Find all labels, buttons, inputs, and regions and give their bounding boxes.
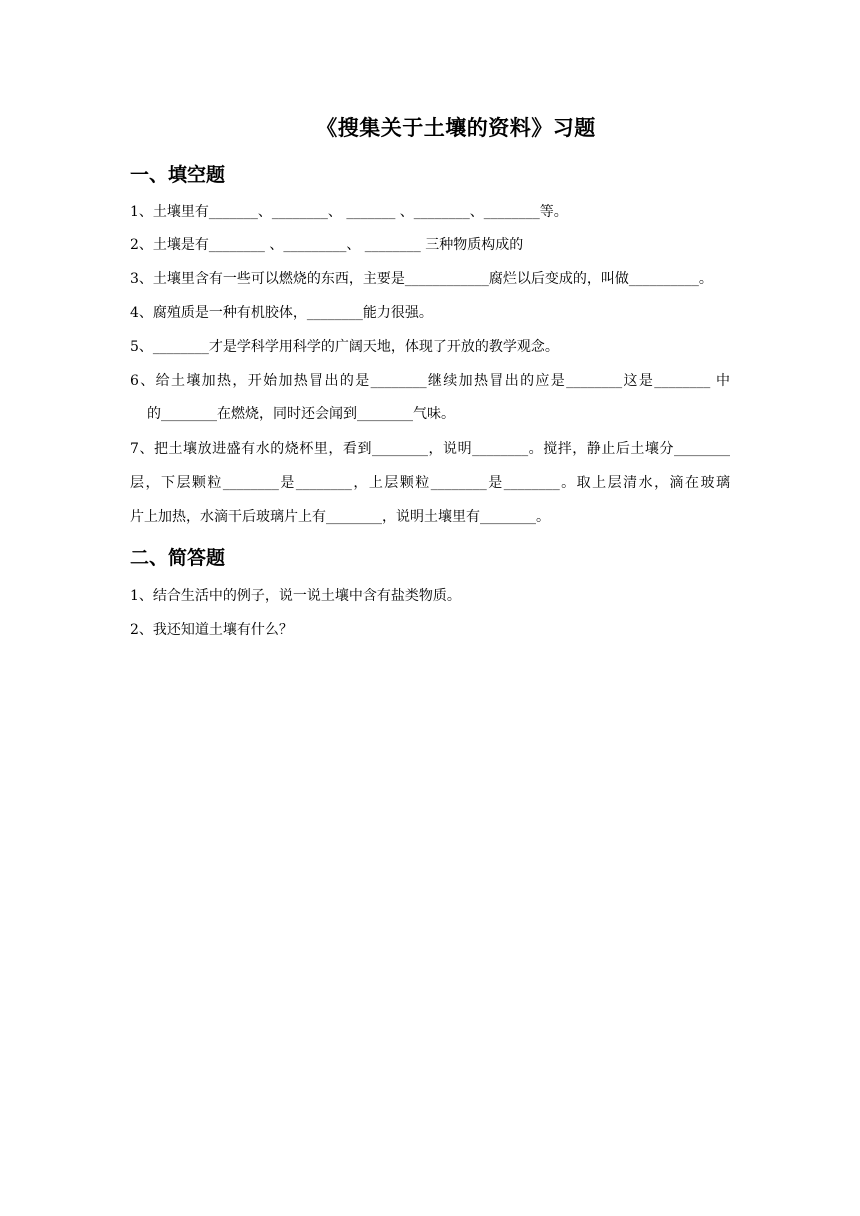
question-7-line-3: 片上加热，水滴干后玻璃片上有________，说明土壤里有________。 — [130, 509, 550, 525]
question-7-line-2: 层，下层颗粒________是________，上层颗粒________是________。取上层清水，滴在玻璃 — [130, 475, 730, 491]
question-6-line-1: 6、给土壤加热，开始加热冒出的是________继续加热冒出的应是________这是________ 中 — [130, 373, 730, 389]
question-7-line-1: 7、把土壤放进盛有水的烧杯里，看到________，说明________。搅拌，静止后土壤分________ — [130, 441, 730, 457]
question-4: 4、腐殖质是一种有机胶体，________能力很强。 — [130, 305, 433, 321]
question-2: 2、土壤是有________ 、_________、 ________ 三种物质构成的 — [130, 237, 524, 253]
short-answer-2: 2、我还知道土壤有什么？ — [130, 622, 293, 638]
question-6-line-2: 的________在燃烧，同时还会闻到________气味。 — [147, 406, 455, 422]
question-3: 3、土壤里含有一些可以燃烧的东西，主要是____________腐烂以后变成的，叫做__________。 — [130, 271, 713, 287]
question-1: 1、土壤里有_______、________、 _______ 、________、________等。 — [130, 204, 568, 220]
question-5: 5、________才是学科学用科学的广阔天地，体现了开放的教学观念。 — [130, 339, 559, 355]
section-heading-short-answer: 二、简答题 — [130, 547, 226, 569]
document-title: 《搜集关于土壤的资料》习题 — [316, 115, 596, 140]
short-answer-1: 1、结合生活中的例子，说一说土壤中含有盐类物质。 — [130, 588, 461, 604]
section-heading-fill-in: 一、填空题 — [130, 164, 226, 186]
